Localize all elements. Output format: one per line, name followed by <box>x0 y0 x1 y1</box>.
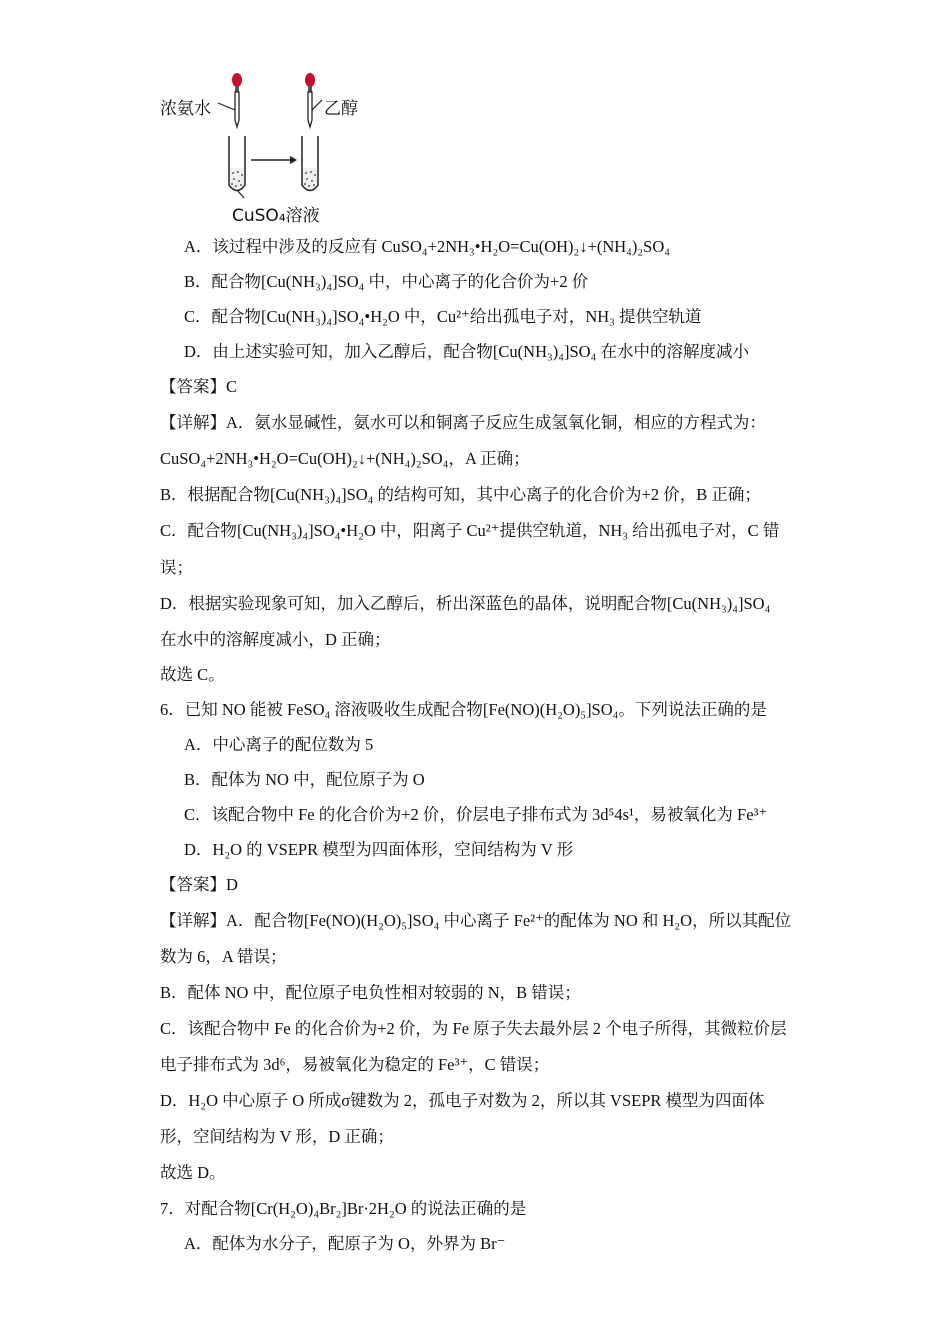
q6-detail-3: B．配体 NO 中，配位原子电负性相对较弱的 N，B 错误； <box>160 983 581 1002</box>
label-solution: CuSO₄溶液 <box>232 206 320 226</box>
q5-detail-5: 误； <box>160 558 193 577</box>
q5-detail-2: CuSO₄+2NH₃•H₂O=Cu(OH)₂↓+(NH₄)₂SO₄，A 正确； <box>160 449 530 468</box>
q5-conclusion: 故选 C。 <box>160 665 225 684</box>
label-ammonia: 浓氨水 <box>160 99 211 119</box>
q5-detail-1: 【详解】A．氨水显碱性，氨水可以和铜离子反应生成氢氧化铜，相应的方程式为： <box>160 413 766 432</box>
q5-detail-6: D．根据实验现象可知，加入乙醇后，析出深蓝色的晶体，说明配合物[Cu(NH₃)₄]SO₄ <box>160 594 771 613</box>
q6-conclusion: 故选 D。 <box>160 1163 226 1182</box>
test-tube-left-icon <box>229 136 245 198</box>
q5-option-c: C．配合物[Cu(NH₃)₄]SO₄•H₂O 中，Cu²⁺给出孤电子对，NH₃ 提供空轨道 <box>184 307 702 326</box>
q5-detail-3: B．根据配合物[Cu(NH₃)₄]SO₄ 的结构可知，其中心离子的化合价为+2 价，B 正确； <box>160 485 761 504</box>
q7-option-a: A．配体为水分子，配原子为 O，外界为 Br⁻ <box>184 1234 506 1253</box>
q6-stem: 6．已知 NO 能被 FeSO₄ 溶液吸收生成配合物[Fe(NO)(H₂O)₅]SO₄。下列说法正确的是 <box>160 700 767 719</box>
q6-option-a: A．中心离子的配位数为 5 <box>184 735 374 754</box>
q6-option-c: C．该配合物中 Fe 的化合价为+2 价，价层电子排布式为 3d⁵4s¹，易被氧化为 Fe³⁺ <box>184 805 768 824</box>
q6-detail-2: 数为 6，A 错误； <box>160 947 287 966</box>
q6-option-b: B．配体为 NO 中，配位原子为 O <box>184 770 425 789</box>
test-tube-right-icon <box>302 136 318 191</box>
label-ethanol: 乙醇 <box>324 99 358 119</box>
arrow-icon <box>251 156 297 164</box>
q6-detail-4: C．该配合物中 Fe 的化合价为+2 价，为 Fe 原子失去最外层 2 个电子所得，其微粒价层 <box>160 1019 787 1038</box>
q5-option-a: A．该过程中涉及的反应有 CuSO₄+2NH₃•H₂O=Cu(OH)₂↓+(NH₄)₂SO₄ <box>184 237 671 256</box>
q6-detail-1: 【详解】A．配合物[Fe(NO)(H₂O)₅]SO₄ 中心离子 Fe²⁺的配体为 NO 和 H₂O，所以其配位 <box>160 911 792 930</box>
q6-detail-6: D．H₂O 中心原子 O 所成σ键数为 2，孤电子对数为 2，所以其 VSEPR 模型为四面体 <box>160 1091 765 1110</box>
q6-detail-7: 形，空间结构为 V 形，D 正确； <box>160 1127 394 1146</box>
dropper-right-icon <box>305 73 322 127</box>
q5-detail-7: 在水中的溶解度减小，D 正确； <box>160 630 391 649</box>
q5-option-d: D．由上述实验可知，加入乙醇后，配合物[Cu(NH₃)₄]SO₄ 在水中的溶解度减小 <box>184 342 749 361</box>
q6-detail-5: 电子排布式为 3d⁶，易被氧化为稳定的 Fe³⁺，C 错误； <box>160 1055 550 1074</box>
q5-detail-4: C．配合物[Cu(NH₃)₄]SO₄•H₂O 中，阳离子 Cu²⁺提供空轨道，NH₃ 给出孤电子对，C 错 <box>160 521 780 540</box>
q7-stem: 7．对配合物[Cr(H₂O)₄Br₂]Br·2H₂O 的说法正确的是 <box>160 1199 527 1218</box>
dropper-left-icon <box>218 73 242 127</box>
q6-answer: 【答案】D <box>160 875 238 894</box>
q6-option-d: D．H₂O 的 VSEPR 模型为四面体形，空间结构为 V 形 <box>184 840 574 859</box>
experiment-figure <box>0 0 950 230</box>
q5-option-b: B．配合物[Cu(NH₃)₄]SO₄ 中，中心离子的化合价为+2 价 <box>184 272 589 291</box>
q5-answer: 【答案】C <box>160 377 238 396</box>
